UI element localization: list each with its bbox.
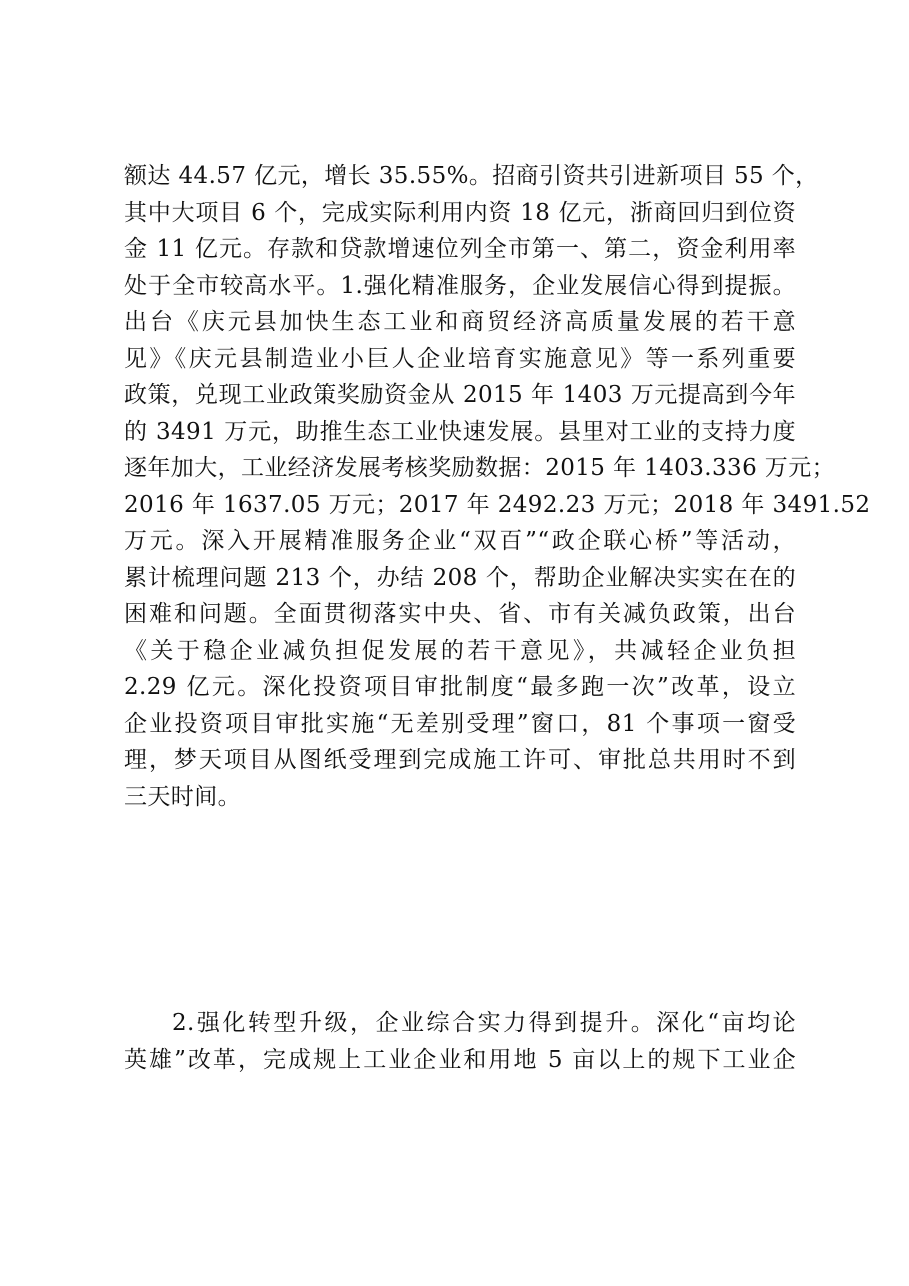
paragraph-line: 处于全市较高水平。1.强化精准服务，企业发展信心得到提振。 — [124, 272, 796, 299]
paragraph-line: 企业投资项目审批实施“无差别受理”窗口，81 个事项一窗受 — [124, 710, 796, 737]
paragraph-line: 2.强化转型升级，企业综合实力得到提升。深化“亩均论 — [172, 1010, 796, 1036]
paragraph-2 — [124, 1005, 796, 1078]
paragraph-line: 累计梳理问题 213 个，办结 208 个，帮助企业解决实实在在的 — [124, 564, 796, 591]
paragraph-line: 的 3491 万元，助推生态工业快速发展。县里对工业的支持力度 — [124, 418, 796, 445]
paragraph-line: 2016 年 1637.05 万元；2017 年 2492.23 万元；2018 年 3491.52 — [124, 491, 871, 518]
paragraph-line: 金 11 亿元。存款和贷款增速位列全市第一、第二，资金利用率 — [124, 236, 796, 262]
paragraph-line: 逐年加大，工业经济发展考核奖励数据：2015 年 1403.336 万元； — [124, 455, 836, 481]
paragraph-line: 困难和问题。全面贯彻落实中央、省、市有关减负政策，出台 — [124, 601, 796, 627]
paragraph-line: 其中大项目 6 个，完成实际利用内资 18 亿元，浙商回归到位资 — [124, 199, 796, 226]
paragraph-line: 见》《庆元县制造业小巨人企业培育实施意见》等一系列重要 — [124, 345, 796, 372]
paragraph-line: 万元。深入开展精准服务企业“双百”“政企联心桥”等活动， — [124, 528, 796, 554]
paragraph-line: 《关于稳企业减负担促发展的若干意见》，共减轻企业负担 — [124, 637, 796, 664]
paragraph-line: 英雄”改革，完成规上工业企业和用地 5 亩以上的规下工业企 — [124, 1046, 796, 1073]
paragraph-line: 出台《庆元县加快生态工业和商贸经济高质量发展的若干意 — [124, 309, 796, 335]
paragraph-line: 额达 44.57 亿元，增长 35.55%。招商引资共引进新项目 55 个， — [124, 163, 819, 189]
paragraph-1 — [124, 158, 871, 815]
paragraph-line: 政策，兑现工业政策奖励资金从 2015 年 1403 万元提高到今年 — [124, 382, 796, 408]
paragraph-line: 理，梦天项目从图纸受理到完成施工许可、审批总共用时不到 — [124, 747, 796, 773]
paragraph-line: 2.29 亿元。深化投资项目审批制度“最多跑一次”改革，设立 — [124, 674, 796, 700]
paragraph-line: 三天时间。 — [124, 783, 241, 810]
